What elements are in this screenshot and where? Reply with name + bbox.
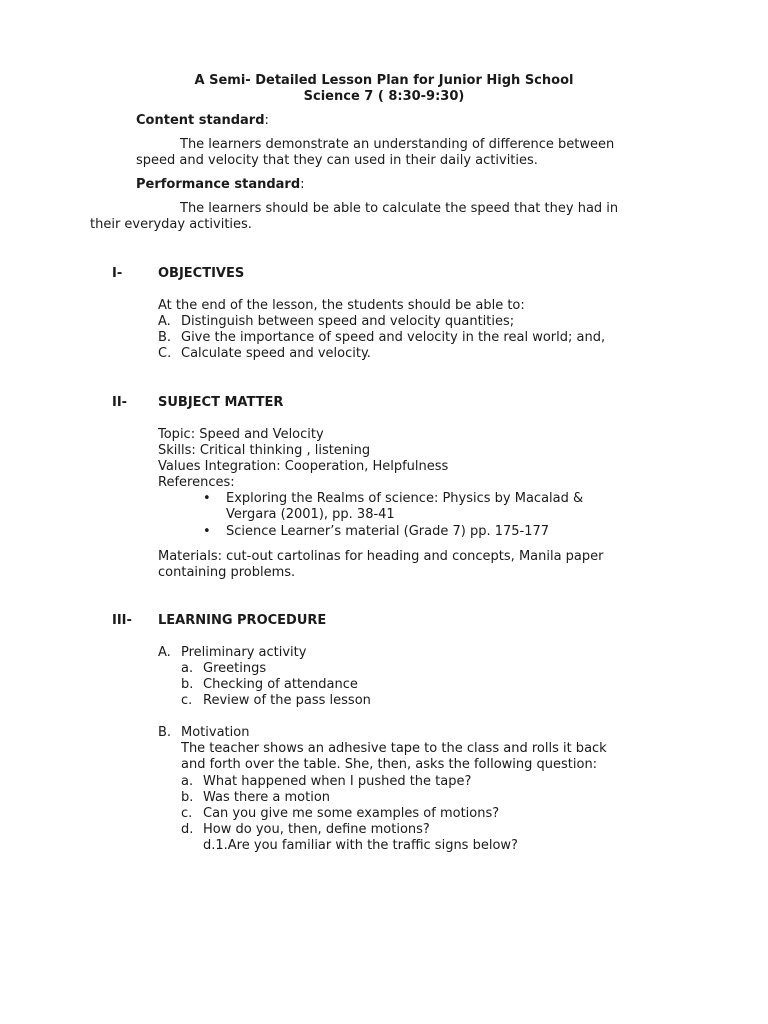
sub-marker: b. [181,677,194,692]
motivation-question: What happened when I pushed the tape? [203,774,472,789]
performance-standard-text-line1: The learners should be able to calculate the speed that they had in [180,201,619,216]
objective-item: Give the importance of speed and velocity in the real world; and, [181,330,606,345]
sub-marker: c. [181,806,193,821]
document-subtitle: Science 7 ( 8:30-9:30) [303,89,465,104]
content-standard-text-line2: speed and velocity that they can used in their daily activities. [136,153,538,168]
section-number-learning-procedure: III- [112,613,132,628]
section-number-subject-matter: II- [112,395,128,410]
content-standard-text-line1: The learners demonstrate an understanding of difference between [180,137,615,152]
document-title: A Semi- Detailed Lesson Plan for Junior High School [194,73,574,88]
sub-marker: c. [181,693,193,708]
objective-marker: C. [158,346,172,361]
content-standard-heading-text: Content standard [136,113,265,128]
bullet: • [203,491,211,506]
motivation-title: Motivation [181,725,250,740]
objective-item: Calculate speed and velocity. [181,346,371,361]
objective-marker: B. [158,330,172,345]
objective-marker: A. [158,314,171,329]
motivation-sub-question: d.1.Are you familiar with the traffic signs below? [203,838,518,853]
sub-marker: a. [181,774,194,789]
procedure-marker: A. [158,645,171,660]
preliminary-item: Checking of attendance [203,677,358,692]
subject-values: Values Integration: Cooperation, Helpfulness [158,459,449,474]
materials-line2: containing problems. [158,565,296,580]
preliminary-activity-title: Preliminary activity [181,645,307,660]
sub-marker: a. [181,661,194,676]
subject-topic: Topic: Speed and Velocity [158,427,324,442]
objective-item: Distinguish between speed and velocity quantities; [181,314,515,329]
motivation-question: Was there a motion [203,790,331,805]
sub-marker: b. [181,790,194,805]
materials-line1: Materials: cut-out cartolinas for heading and concepts, Manila paper [158,549,604,564]
content-standard-colon: : [264,113,269,128]
performance-standard-heading-text: Performance standard [136,177,301,192]
references-label: References: [158,475,235,490]
motivation-question: How do you, then, define motions? [203,822,430,837]
motivation-question: Can you give me some examples of motions? [203,806,500,821]
section-heading-subject-matter: SUBJECT MATTER [158,395,284,410]
sub-marker: d. [181,822,194,837]
section-heading-objectives: OBJECTIVES [158,266,245,281]
performance-standard-colon: : [300,177,305,192]
objectives-intro: At the end of the lesson, the students should be able to: [158,298,525,313]
section-number-objectives: I- [112,266,123,281]
preliminary-item: Greetings [203,661,267,676]
motivation-paragraph-line2: and forth over the table. She, then, asks the following question: [181,757,598,772]
reference-item-continuation: Vergara (2001), pp. 38-41 [226,507,395,522]
bullet: • [203,524,211,539]
reference-item: Science Learner’s material (Grade 7) pp. 175-177 [226,524,550,539]
performance-standard-heading [136,177,305,193]
reference-item: Exploring the Realms of science: Physics by Macalad & [226,491,584,506]
procedure-marker: B. [158,725,172,740]
section-heading-learning-procedure: LEARNING PROCEDURE [158,613,327,628]
motivation-paragraph-line1: The teacher shows an adhesive tape to the class and rolls it back [181,741,607,756]
performance-standard-text-line2: their everyday activities. [90,217,252,232]
content-standard-heading [136,113,269,129]
subject-skills: Skills: Critical thinking , listening [158,443,371,458]
preliminary-item: Review of the pass lesson [203,693,371,708]
